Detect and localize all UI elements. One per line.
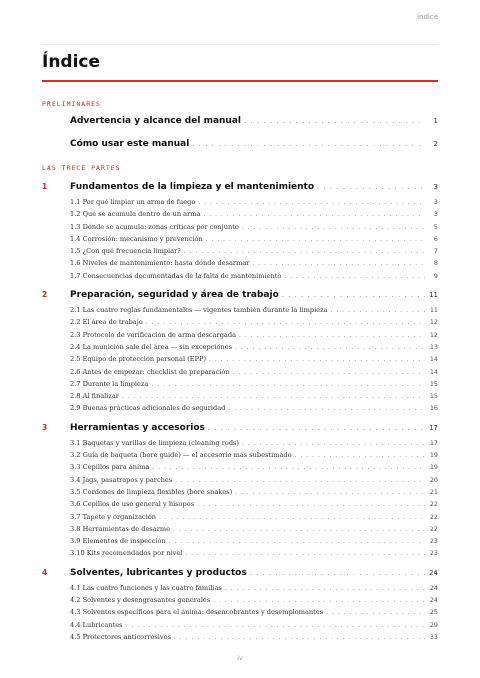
page-number-ref: 23 xyxy=(429,537,438,546)
toc-entry-subsection[interactable] xyxy=(42,270,438,282)
toc-entry-subsection[interactable] xyxy=(42,474,438,486)
page-number-ref: 12 xyxy=(429,318,438,327)
entry-label: Solventes, lubricantes y productos xyxy=(70,567,247,578)
page-number-ref: 11 xyxy=(429,291,438,300)
page-number-ref: 17 xyxy=(429,438,438,447)
toc-entry-subsection[interactable] xyxy=(42,257,438,269)
toc-entry-subsection[interactable] xyxy=(42,378,438,390)
toc-entry-subsection[interactable] xyxy=(42,341,438,353)
entry-label: 3.3 Cepillos para ánima xyxy=(70,463,150,472)
dot-leader xyxy=(282,286,425,304)
page-number-ref: 22 xyxy=(429,512,438,521)
page-number-ref: 24 xyxy=(429,583,438,592)
page-number-ref: 22 xyxy=(429,524,438,533)
entry-label: Advertencia y alcance del manual xyxy=(70,116,241,126)
entry-label: 2.8 Al finalizar xyxy=(70,392,119,401)
toc-entry-subsection[interactable] xyxy=(42,449,438,461)
page-number: iv xyxy=(237,654,243,662)
entry-label: 2.6 Antes de empezar: checklist de preparación xyxy=(70,367,230,376)
dot-leader xyxy=(159,512,425,524)
page-number-ref: 15 xyxy=(429,392,438,401)
entry-label: 3.1 Baquetas y varillas de limpieza (cleaning rods) xyxy=(70,438,240,447)
dot-leader xyxy=(242,222,425,234)
entry-label: Herramientas y accesorios xyxy=(70,422,205,433)
entry-label: 3.7 Tapete y organización xyxy=(70,512,157,521)
toc-entry-subsection[interactable] xyxy=(42,498,438,510)
chapter-number: 3 xyxy=(42,422,48,432)
dot-leader xyxy=(174,632,425,644)
entry-label: 1.4 Corrosión: mecanismo y prevención xyxy=(70,234,203,243)
toc-entry-subsection[interactable] xyxy=(42,304,438,316)
page-number-ref: 13 xyxy=(429,342,438,351)
dot-leader xyxy=(228,403,425,415)
page-number-ref: 20 xyxy=(429,475,438,484)
entry-label: 1.3 Dónde se acumula: zonas críticas por conjunto xyxy=(70,222,239,231)
entry-label: 2.1 Las cuatro reglas fundamentales — vigentes también durante la limpieza xyxy=(70,306,328,315)
page-number-ref: 7 xyxy=(433,247,438,256)
section-label-parts: LAS TRECE PARTES xyxy=(42,164,121,172)
parts-list xyxy=(42,178,438,643)
chapter-number: 4 xyxy=(42,567,48,577)
page-number-ref: 8 xyxy=(433,259,438,268)
dot-leader xyxy=(233,367,425,379)
entry-label: 1.7 Consecuencias documentadas de la falta de mantenimiento xyxy=(70,271,282,280)
title-underline xyxy=(42,80,438,82)
page-number-ref: 16 xyxy=(429,404,438,413)
page-number-ref: 1 xyxy=(433,117,438,125)
page-number-ref: 17 xyxy=(429,423,438,432)
dot-leader xyxy=(239,330,425,342)
chapter-number: 2 xyxy=(42,290,48,300)
page-number-ref: 24 xyxy=(429,596,438,605)
entry-label: 3.2 Guía de baqueta (bore guide) — el accesorio más subestimado xyxy=(70,451,292,460)
preliminaries-list xyxy=(42,110,438,156)
page-number-ref: 22 xyxy=(429,500,438,509)
dot-leader xyxy=(198,197,425,209)
page-number-ref: 21 xyxy=(429,487,438,496)
toc-entry-subsection[interactable] xyxy=(42,221,438,233)
dot-leader xyxy=(284,271,425,283)
toc-entry-subsection[interactable] xyxy=(42,523,438,535)
toc-entry-subsection[interactable] xyxy=(42,208,438,220)
page-title: Índice xyxy=(42,52,101,72)
entry-label: 2.3 Protocolo de verificación de arma descargada xyxy=(70,330,237,339)
page-number-ref: 19 xyxy=(429,451,438,460)
toc-entry-subsection[interactable] xyxy=(42,316,438,328)
entry-label: 1.1 Por qué limpiar un arma de fuego xyxy=(70,198,196,206)
toc-entry-subsection[interactable] xyxy=(42,511,438,523)
toc-entry-subsection[interactable] xyxy=(42,594,438,606)
header-divider xyxy=(42,44,438,45)
entry-label: 3.6 Cepillos de uso general y hisopos xyxy=(70,500,195,509)
page-number-ref: 9 xyxy=(433,271,438,280)
page-number-ref: 3 xyxy=(433,198,438,206)
page-number-ref: 15 xyxy=(429,379,438,388)
entry-label: 4.5 Protectores anticorrosivos xyxy=(70,632,171,641)
dot-leader xyxy=(244,110,425,133)
dot-leader xyxy=(197,499,425,511)
page-number-ref: 11 xyxy=(429,306,438,315)
toc-entry-subsection[interactable] xyxy=(42,437,438,449)
toc-entry-subsection[interactable] xyxy=(42,582,438,594)
dot-leader xyxy=(173,524,425,536)
toc-entry-chapter[interactable] xyxy=(42,564,438,582)
toc-entry-chapter[interactable] xyxy=(42,419,438,437)
running-head: Índice xyxy=(416,13,438,21)
entry-label: 2.2 El área de trabajo xyxy=(70,318,143,327)
toc-entry-subsection[interactable] xyxy=(42,353,438,365)
toc-entry-preliminary[interactable] xyxy=(42,133,438,156)
dot-leader xyxy=(225,583,425,595)
toc-entry-subsection[interactable] xyxy=(42,547,438,559)
page-number-ref: 23 xyxy=(429,549,438,558)
entry-label: Cómo usar este manual xyxy=(70,139,190,149)
page-number-ref: 6 xyxy=(433,234,438,243)
toc-entry-subsection[interactable] xyxy=(42,486,438,498)
entry-label: 3.10 Kits recomendados por nivel xyxy=(70,549,183,558)
toc-entry-subsection[interactable] xyxy=(42,535,438,547)
entry-label: 3.9 Elementos de inspección xyxy=(70,537,166,546)
dot-leader xyxy=(235,487,425,499)
dot-leader xyxy=(192,133,425,156)
entry-label: 3.5 Cordones de limpieza flexibles (bore snakes) xyxy=(70,487,233,496)
dot-leader xyxy=(250,564,425,582)
page-number-ref: 12 xyxy=(429,330,438,339)
entry-label: 1.2 Qué se acumula dentro de un arma xyxy=(70,210,201,219)
page-number-ref: 14 xyxy=(429,355,438,364)
toc-entry-chapter[interactable] xyxy=(42,286,438,304)
toc-entry-subsection[interactable] xyxy=(42,366,438,378)
toc-entry-subsection[interactable] xyxy=(42,233,438,245)
page-number-ref: 3 xyxy=(433,183,438,191)
chapter-number: 1 xyxy=(42,182,48,191)
page-number-ref: 19 xyxy=(429,463,438,472)
page-number-ref: 5 xyxy=(433,222,438,231)
page-number-ref: 33 xyxy=(429,632,438,641)
entry-label: Preparación, seguridad y área de trabajo xyxy=(70,290,279,301)
toc-entry-subsection[interactable] xyxy=(42,606,438,618)
dot-leader xyxy=(152,462,425,474)
entry-label: 2.9 Buenas prácticas adicionales de seguridad xyxy=(70,404,226,413)
entry-label: 1.6 Niveles de mantenimiento: hasta dónde desarmar xyxy=(70,259,250,268)
toc-entry-subsection[interactable] xyxy=(42,329,438,341)
toc-entry-chapter[interactable] xyxy=(42,178,438,196)
toc-entry-subsection[interactable] xyxy=(42,631,438,643)
page-number-ref: 25 xyxy=(429,608,438,617)
entry-label: 1.5 ¿Con qué frecuencia limpiar? xyxy=(70,247,181,256)
dot-leader xyxy=(151,379,425,391)
toc-entry-preliminary[interactable] xyxy=(42,110,438,133)
dot-leader xyxy=(185,548,425,560)
entry-label: 4.3 Solventes específicos para el ánima: desencobrantes y desemplomantes xyxy=(70,608,324,617)
toc-entry-subsection[interactable] xyxy=(42,402,438,414)
page-number-ref: 29 xyxy=(429,620,438,629)
toc-entry-subsection[interactable] xyxy=(42,196,438,208)
dot-leader xyxy=(331,305,426,317)
dot-leader xyxy=(295,450,425,462)
dot-leader xyxy=(326,607,425,619)
toc-entry-subsection[interactable] xyxy=(42,390,438,402)
entry-label: 3.4 Jags, pasatrapos y parches xyxy=(70,475,173,484)
entry-label: 4.2 Solventes y desengrasantes generales xyxy=(70,596,211,605)
table-of-contents xyxy=(42,98,438,643)
page-number-ref: 14 xyxy=(429,367,438,376)
page-number-ref: 24 xyxy=(429,568,438,577)
toc-entry-subsection[interactable] xyxy=(42,619,438,631)
entry-label: 3.8 Herramientas de desarme xyxy=(70,524,171,533)
dot-leader xyxy=(209,354,425,366)
entry-label: 2.5 Equipo de protección personal (EPP) xyxy=(70,355,207,364)
entry-label: 4.4 Lubricantes xyxy=(70,620,123,629)
entry-label: 2.4 La munición sale del área — sin excepciones xyxy=(70,342,232,351)
section-label-preliminaries: PRELIMINARES xyxy=(42,100,101,108)
dot-leader xyxy=(208,419,425,437)
toc-entry-subsection[interactable] xyxy=(42,245,438,257)
entry-label: Fundamentos de la limpieza y el mantenimiento xyxy=(70,182,315,192)
page-number-ref: 2 xyxy=(433,140,438,148)
toc-entry-subsection[interactable] xyxy=(42,461,438,473)
entry-label: 2.7 Durante la limpieza xyxy=(70,379,149,388)
dot-leader xyxy=(317,178,425,196)
page-number-ref: 3 xyxy=(433,210,438,219)
entry-label: 4.1 Las cuatro funciones y las cuatro familias xyxy=(70,583,222,592)
dot-leader xyxy=(169,536,425,548)
dot-leader xyxy=(206,234,425,246)
dot-leader xyxy=(235,342,425,354)
